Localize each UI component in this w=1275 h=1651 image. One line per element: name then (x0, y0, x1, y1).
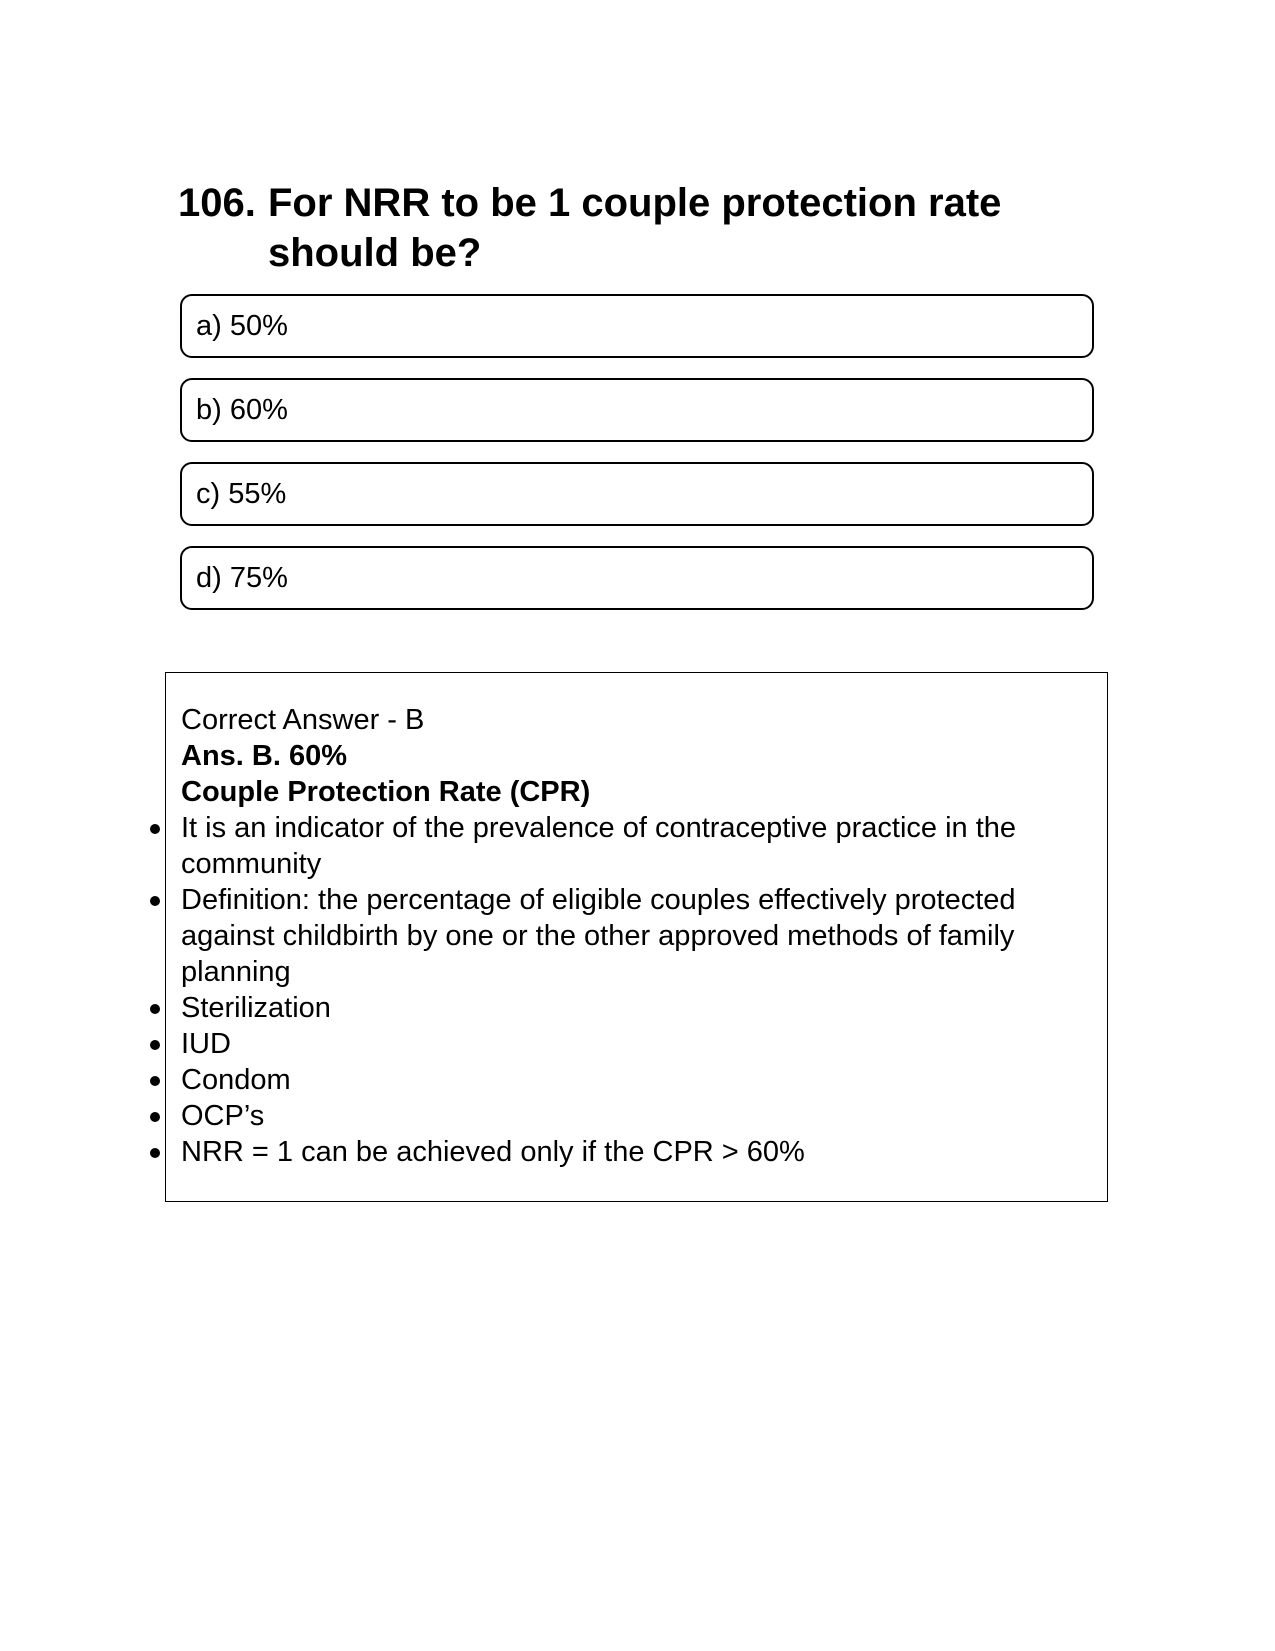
option-a[interactable]: a) 50% (180, 294, 1094, 358)
list-item: Sterilization (181, 990, 1061, 1026)
option-b[interactable]: b) 60% (180, 378, 1094, 442)
question-number: 106. (178, 181, 256, 225)
answer-value-line: Ans. B. 60% (181, 740, 347, 772)
option-c[interactable]: c) 55% (180, 462, 1094, 526)
explanation-list (181, 810, 1061, 1170)
list-item: Condom (181, 1062, 1061, 1098)
list-item: Definition: the percentage of eligible couples effectively protected against childbirth by one or the other approved methods of family planning (181, 882, 1061, 990)
list-item: IUD (181, 1026, 1061, 1062)
option-d[interactable]: d) 75% (180, 546, 1094, 610)
list-item: OCP’s (181, 1098, 1061, 1134)
question-heading (178, 178, 1078, 278)
list-item: NRR = 1 can be achieved only if the CPR > 60% (181, 1134, 1061, 1170)
correct-answer-line: Correct Answer - B (181, 704, 425, 736)
question-text: For NRR to be 1 couple protection rate should be? (268, 181, 1002, 275)
answer-explanation (181, 702, 1061, 1170)
cpr-heading: Couple Protection Rate (CPR) (181, 776, 591, 808)
list-item: It is an indicator of the prevalence of contraceptive practice in the community (181, 810, 1061, 882)
